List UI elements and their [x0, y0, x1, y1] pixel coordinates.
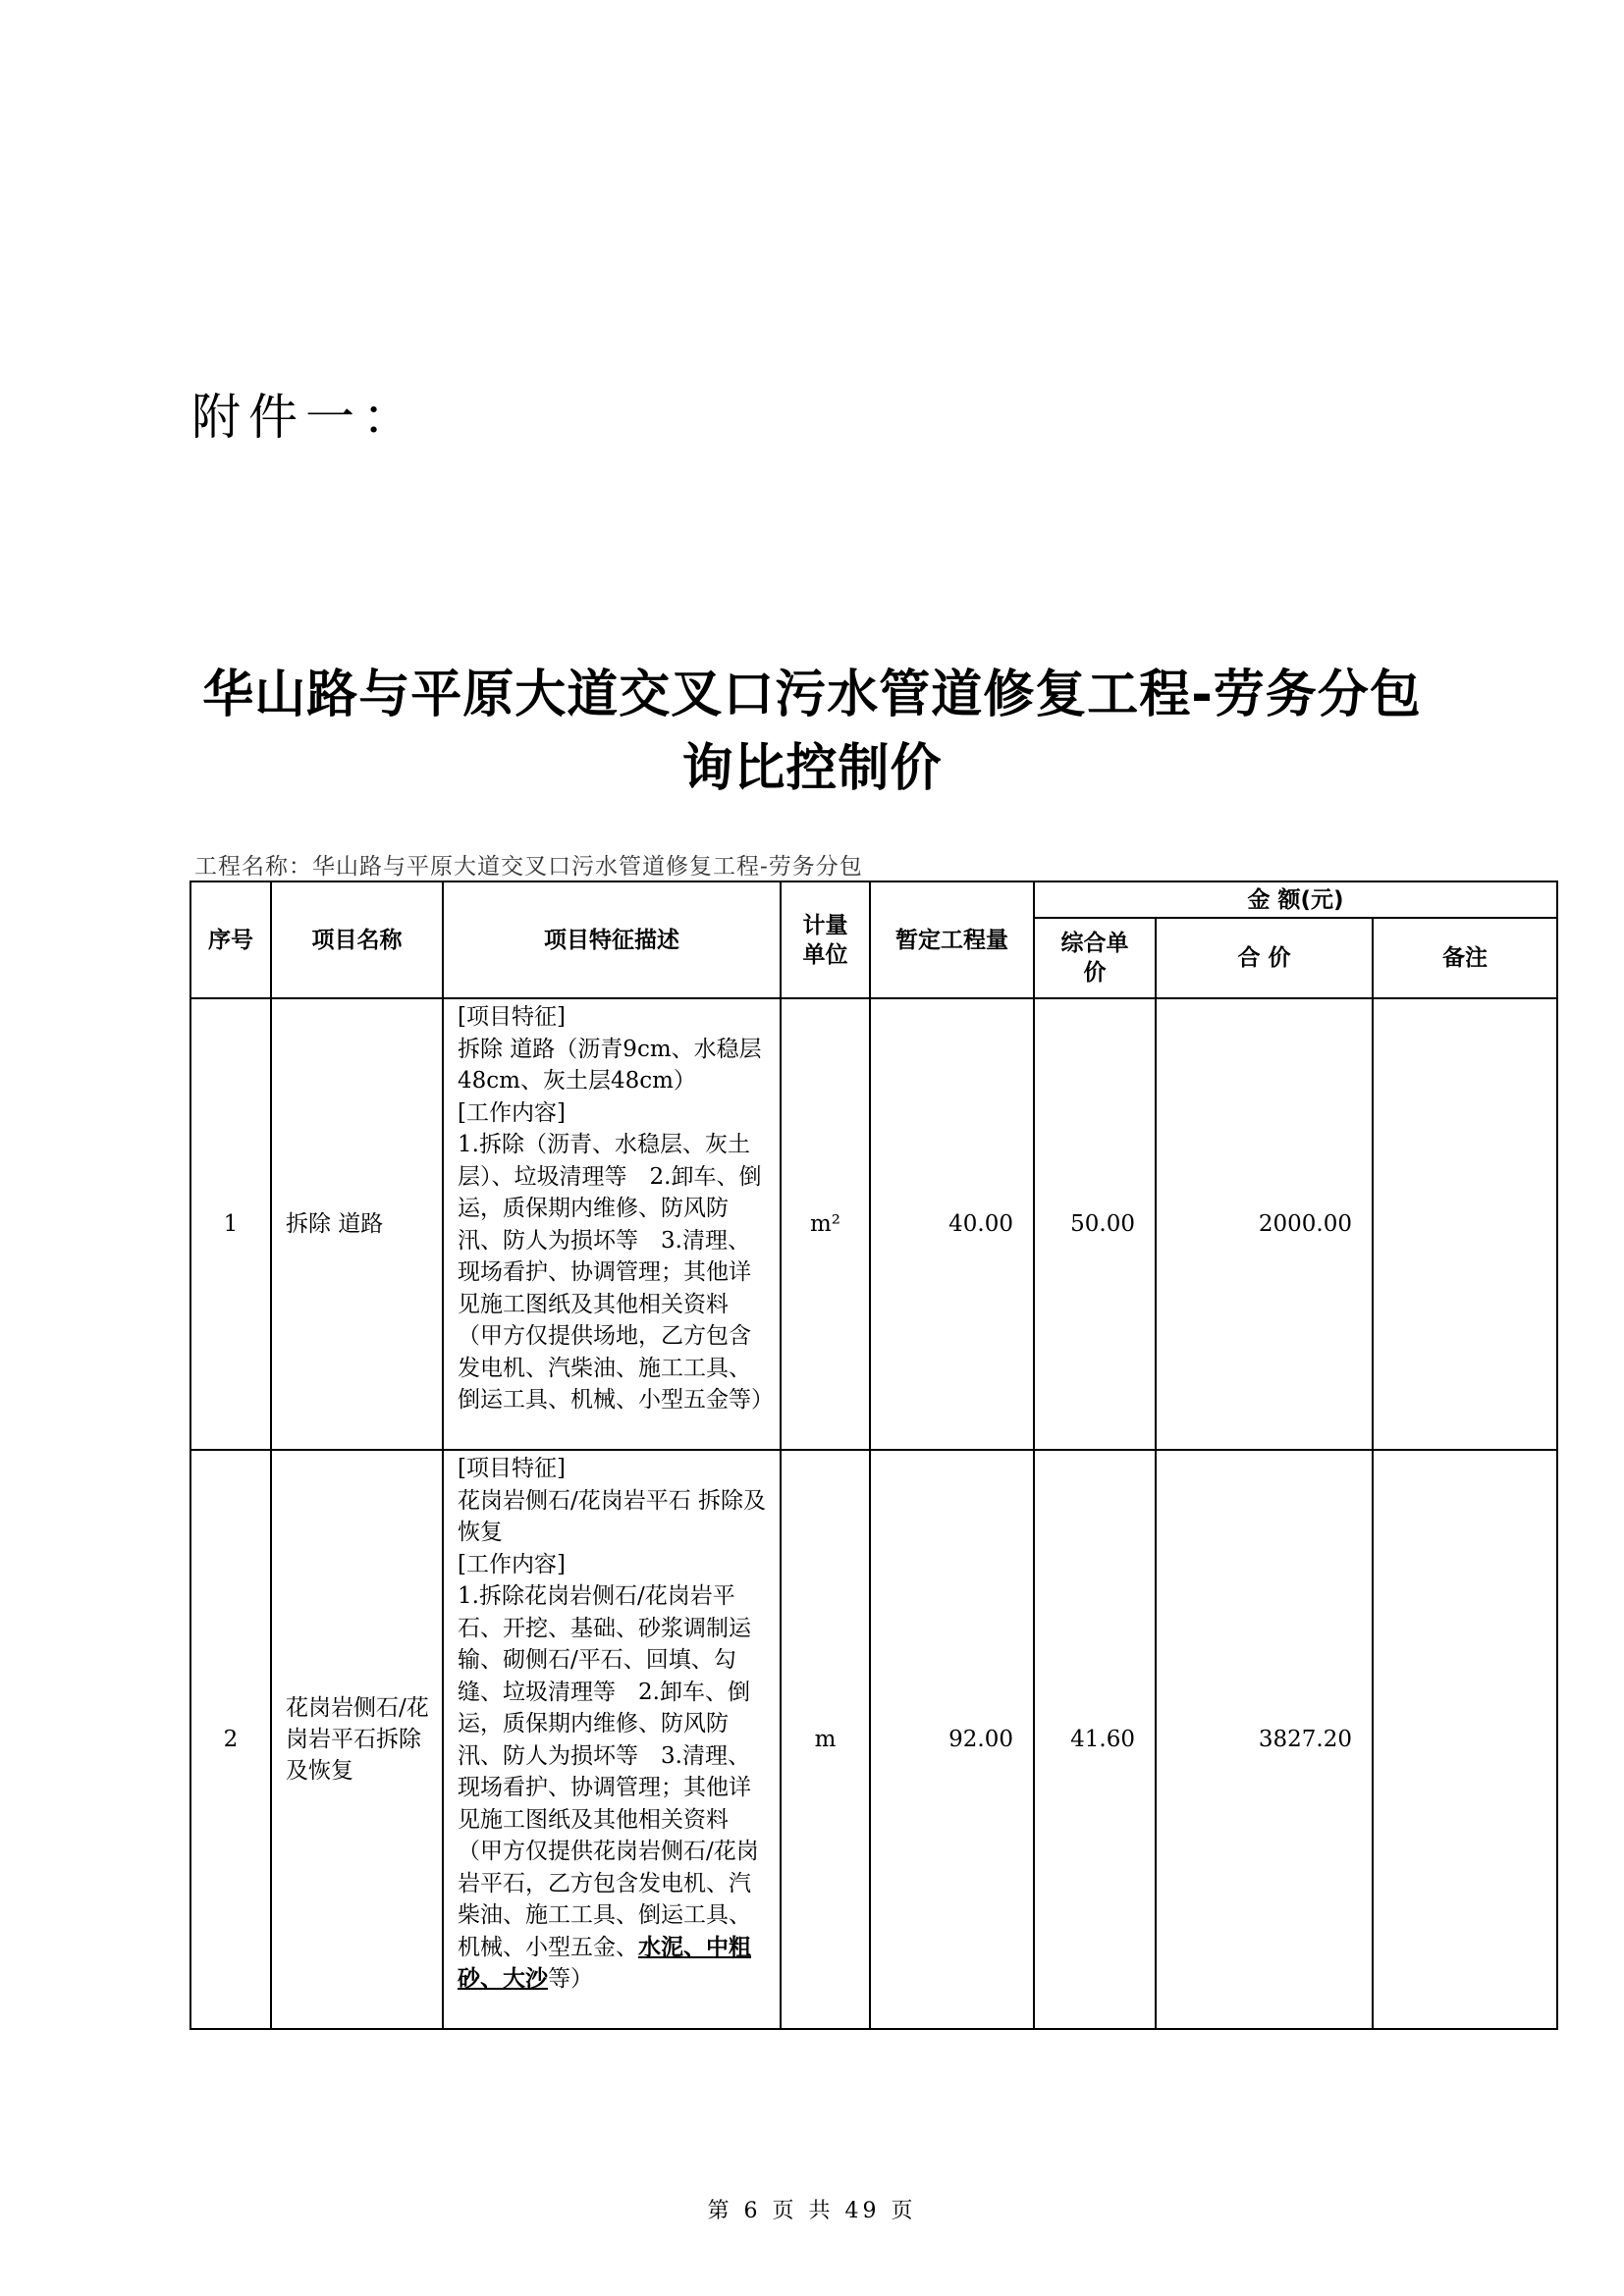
footer-suffix: 页	[891, 2199, 917, 2223]
desc-work-text: 1.拆除（沥青、水稳层、灰土层）、垃圾清理等 2.卸车、倒运，质保期内维修、防风防汛、防人为损坏等 3.清理、现场看护、协调管理；其他详见施工图纸及其他相关资料（甲方仅提供场地，乙方包含发电机、汽柴油、施工工具、倒运工具、机械、小型五金等）	[458, 1132, 774, 1413]
footer-total-pages: 49	[844, 2199, 881, 2223]
desc-work-text	[458, 1580, 770, 1996]
header-seq: 序号	[190, 881, 271, 998]
document-title-line1: 华山路与平原大道交叉口污水管道修复工程-劳务分包	[202, 666, 1422, 724]
row-unit: m²	[781, 998, 870, 1450]
header-total: 合 价	[1156, 918, 1373, 998]
table-row	[190, 998, 1557, 1450]
row-seq: 2	[190, 1450, 271, 2029]
desc-feature-heading: [项目特征]	[458, 1004, 566, 1030]
header-unit: 计量 单位	[781, 881, 870, 998]
page-footer	[0, 2194, 1624, 2224]
row-item-name: 花岗岩侧石/花岗岩平石拆除及恢复	[271, 1450, 443, 2029]
row-total: 2000.00	[1156, 998, 1373, 1450]
row-quantity: 40.00	[870, 998, 1034, 1450]
desc-feature-text: 拆除 道路（沥青9cm、水稳层48cm、灰土层48cm）	[458, 1036, 762, 1094]
desc-feature-heading: [项目特征]	[458, 1456, 566, 1481]
header-description: 项目特征描述	[443, 881, 781, 998]
row-note	[1373, 1450, 1557, 2029]
desc-work-text-bold: 水泥、中粗砂、大沙	[458, 1933, 751, 1992]
row-quantity: 92.00	[870, 1450, 1034, 2029]
attachment-label: 附件一：	[191, 389, 419, 446]
footer-page-number: 6	[743, 2199, 762, 2223]
row-total: 3827.20	[1156, 1450, 1373, 2029]
header-amount-group: 金 额(元)	[1034, 881, 1557, 918]
header-quantity: 暂定工程量	[870, 881, 1034, 998]
row-seq: 1	[190, 998, 271, 1450]
row-unit: m	[781, 1450, 870, 2029]
header-note: 备注	[1373, 918, 1557, 998]
header-item-name: 项目名称	[271, 881, 443, 998]
desc-work-text-end: 等）	[548, 1966, 593, 1992]
row-note	[1373, 998, 1557, 1450]
row-unit-price: 41.60	[1034, 1450, 1156, 2029]
row-unit-price: 50.00	[1034, 998, 1156, 1450]
desc-feature-text: 花岗岩侧石/花岗岩平石 拆除及恢复	[458, 1487, 767, 1545]
project-name-line: 工程名称：华山路与平原大道交叉口污水管道修复工程-劳务分包	[194, 854, 863, 880]
bill-of-quantities-table	[189, 881, 1558, 2030]
footer-middle: 页 共	[772, 2199, 835, 2223]
desc-work-text-main: 1.拆除花岗岩侧石/花岗岩平石、开挖、基础、砂浆调制运输、砌侧石/平石、回填、勾缝、垃圾清理等 2.卸车、倒运，质保期内维修、防风防汛、防人为损坏等 3.清理、现场看护、协调管理；其他详见施工图纸及其他相关资料（甲方仅提供花岗岩侧石/花岗岩平石，乙方包含发电机、汽柴油、施工工具、倒运工具、机械、小型五金、	[458, 1583, 759, 1960]
row-description	[443, 1450, 781, 2029]
row-item-name: 拆除 道路	[271, 998, 443, 1450]
table-row	[190, 1450, 1557, 2029]
document-title-line2: 询比控制价	[681, 739, 943, 798]
footer-prefix: 第	[707, 2199, 733, 2223]
header-unit-price: 综合单 价	[1034, 918, 1156, 998]
desc-work-heading: [工作内容]	[458, 1099, 566, 1126]
desc-work-heading: [工作内容]	[458, 1551, 566, 1577]
row-description	[443, 998, 781, 1450]
